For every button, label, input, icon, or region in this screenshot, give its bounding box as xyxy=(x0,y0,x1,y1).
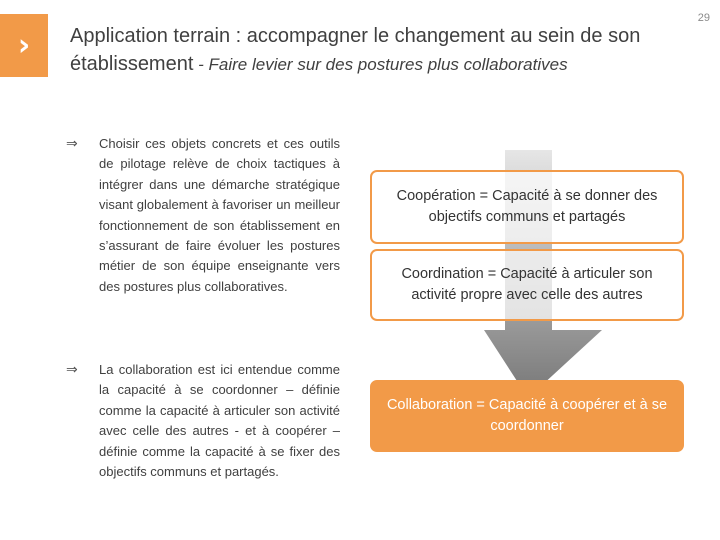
cooperation-text: Coopération = Capacité à se donner des objectifs communs et partagés xyxy=(396,188,658,225)
implies-arrow-icon: ⇒ xyxy=(66,136,78,152)
bullet-item xyxy=(66,360,340,482)
title-subtitle: - Faire levier sur des postures plus collaboratives xyxy=(193,55,568,74)
collaboration-text: Collaboration = Capacité à coopérer et à se coordonner xyxy=(386,397,668,434)
page-number: 29 xyxy=(697,12,710,24)
chevron-right-icon: › xyxy=(17,28,31,63)
collaboration-box xyxy=(370,380,684,452)
cooperation-box xyxy=(370,170,684,244)
coordination-text: Coordination = Capacité à articuler son activité propre avec celle des autres xyxy=(401,266,653,303)
implies-arrow-icon: ⇒ xyxy=(66,362,78,378)
title-main: Application terrain : accompagner le changement au sein de son établissement xyxy=(70,25,641,75)
section-chevron xyxy=(0,14,48,77)
bullet-text: Choisir ces objets concrets et ces outils de pilotage relève de choix tactiques à intégrer dans une démarche stratégique visant globalement à favoriser un meilleur fonctionnement de son établissement en s’assurant de faire évoluer les postures métier de son équipe enseignante vers des postures plus collaboratives. xyxy=(99,136,340,294)
bullet-item xyxy=(66,134,340,297)
coordination-box xyxy=(370,249,684,321)
bullet-text: La collaboration est ici entendue comme la capacité à se coordonner – définie comme la capacité à articuler son activité avec celle des autres - et à coopérer – définie comme la capacité à se fixer des objectifs communs et partagés. xyxy=(99,362,340,480)
slide-title xyxy=(70,22,690,79)
